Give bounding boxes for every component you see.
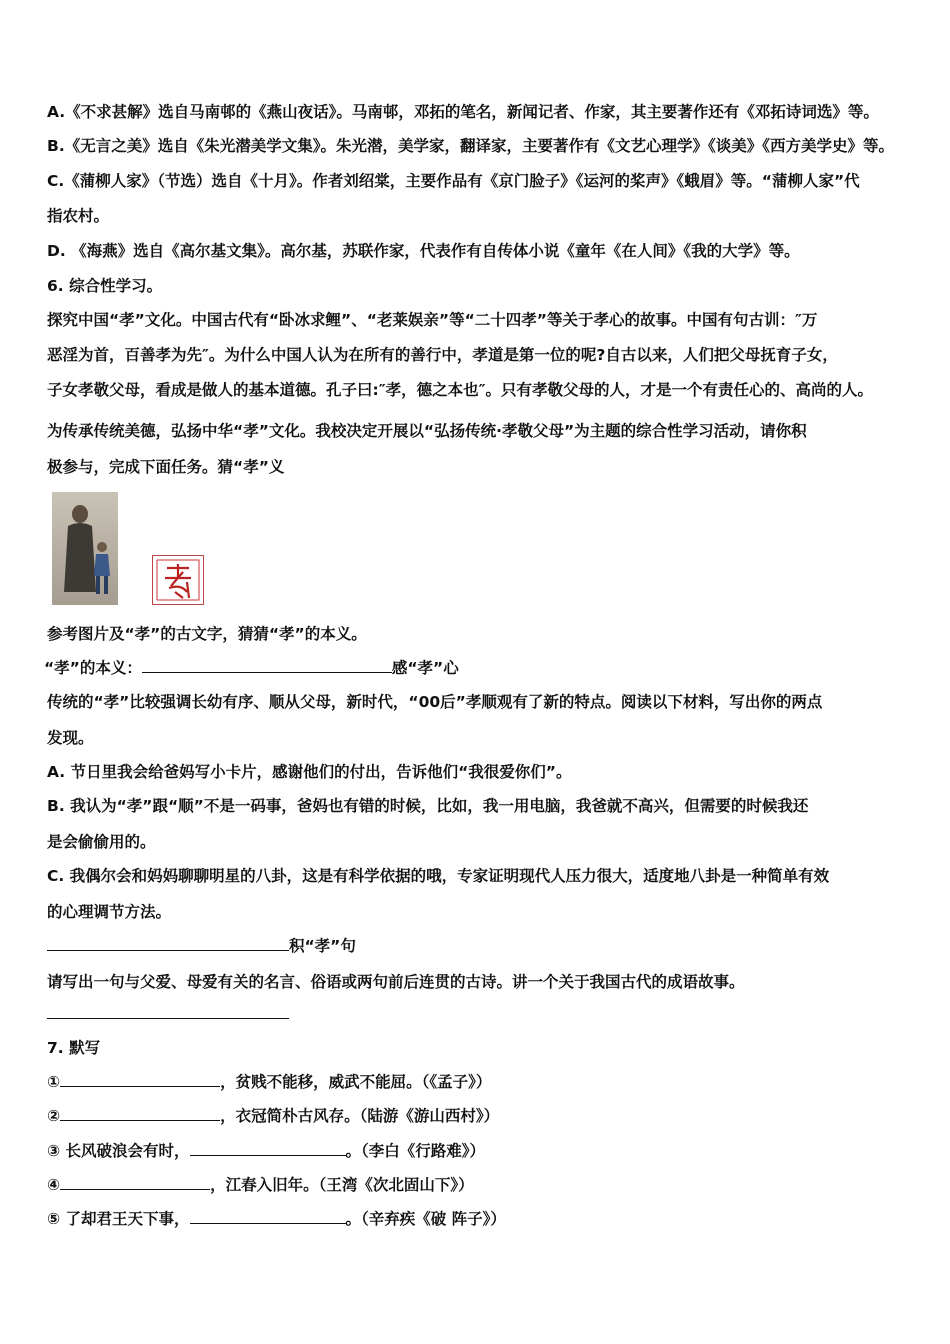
q7-item-suffix: ，衣冠简朴古风存。（陆游《游山西村》） (220, 1107, 500, 1125)
q7-blank-3[interactable] (190, 1141, 346, 1156)
q6-intro-line: 为传承传统美德，弘扬中华“孝”文化。我校决定开展以“弘扬传统·孝敬父母”为主题的综合性学习活动，请你积 (47, 422, 807, 440)
q7-item-suffix: 。（辛弃疾《破 阵子》） (345, 1210, 506, 1228)
elder-and-child-photo (52, 492, 118, 605)
collect-answer-line (47, 1004, 289, 1024)
q6-intro-line: 极参与，完成下面任务。猜“孝”义 (47, 458, 285, 476)
q7-item-suffix: ，贫贱不能移，威武不能屈。（《孟子》） (220, 1073, 492, 1091)
q5-option-d: D. 《海燕》选自《高尔基文集》。高尔基，苏联作家，代表作有自传体小说《童年《在人间》《我的大学》等。 (47, 242, 800, 260)
feel-intro: 传统的“孝”比较强调长幼有序、顺从父母，新时代，“00后”孝顺观有了新的特点。阅读以下材料，写出你的两点 (47, 693, 823, 711)
q7-item-prefix: ① (47, 1073, 61, 1091)
material-b: B. 我认为“孝”跟“顺”不是一码事，爸妈也有错的时候，比如，我一用电脑，我爸就不高兴，但需要的时候我还 (47, 797, 809, 815)
q7-item-prefix: ⑤ 了却君王天下事， (47, 1210, 190, 1228)
q5-option-c-cont: 指农村。 (47, 207, 110, 225)
q7-item (47, 1106, 499, 1126)
q7-item (47, 1175, 474, 1195)
q7-blank-1[interactable] (60, 1072, 220, 1087)
q6-intro-line: 子女孝敬父母，看成是做人的基本道德。孔子曰:″孝，德之本也″。只有孝敬父母的人，才是一个有责任心的、高尚的人。 (47, 381, 874, 399)
q5-option-c: C.《蒲柳人家》（节选）选自《十月》。作者刘绍棠，主要作品有《京门脸子》《运河的桨声》《蛾眉》等。“蒲柳人家”代 (47, 172, 860, 190)
q6-intro-line: 探究中国“孝”文化。中国古代有“卧冰求鲤”、“老莱娱亲”等“二十四孝”等关于孝心的故事。中国有句古训：″万 (47, 311, 818, 329)
q7-blank-2[interactable] (60, 1106, 220, 1121)
material-a: A. 节日里我会给爸妈写小卡片，感谢他们的付出，告诉他们“我很爱你们”。 (47, 763, 572, 781)
q7-item-suffix: 。（李白《行路难》） (345, 1142, 486, 1160)
collect-prompt: 请写出一句与父爱、母爱有关的名言、俗语或两句前后连贯的古诗。讲一个关于我国古代的成语故事。 (47, 973, 745, 991)
ancient-xiao-character-seal (152, 555, 204, 605)
q7-item (47, 1072, 491, 1092)
q5-option-b: B.《无言之美》选自《朱光潜美学文集》。朱光潜，美学家，翻译家，主要著作有《文艺心理学》《谈美》《西方美学史》等。 (47, 137, 894, 155)
q7-item-prefix: ③ 长风破浪会有时， (47, 1142, 190, 1160)
q7-title: 7. 默写 (47, 1039, 101, 1057)
q7-item-prefix: ④ (47, 1176, 61, 1194)
q6-intro-line: 恶淫为首，百善孝为先″。为什么中国人认为在所有的善行中，孝道是第一位的呢?自古以来，人们把父母抚育子女， (47, 346, 838, 364)
q7-item-prefix: ② (47, 1107, 61, 1125)
collect-answer-blank[interactable] (47, 1004, 289, 1019)
q7-blank-5[interactable] (190, 1209, 346, 1224)
collect-label: 积“孝”句 (289, 937, 356, 955)
q7-item-suffix: ，江春入旧年。（王湾《次北固山下》） (210, 1176, 474, 1194)
image-prompt: 参考图片及“孝”的古文字，猜猜“孝”的本义。 (47, 625, 367, 643)
collect-line (47, 936, 356, 956)
findings-answer-blank[interactable] (47, 936, 289, 951)
meaning-label: “孝”的本义： (44, 659, 142, 677)
meaning-line (44, 658, 459, 678)
material-c: C. 我偶尔会和妈妈聊聊明星的八卦，这是有科学依据的哦，专家证明现代人压力很大，适度地八卦是一种简单有效 (47, 867, 830, 885)
material-c-cont: 的心理调节方法。 (47, 903, 172, 921)
feel-intro-cont: 发现。 (47, 729, 94, 747)
q6-title: 6. 综合性学习。 (47, 277, 163, 295)
q5-option-a: A.《不求甚解》选自马南邨的《燕山夜话》。马南邨，邓拓的笔名，新闻记者、作家，其主要著作还有《邓拓诗词选》等。 (47, 103, 879, 121)
q7-item (47, 1141, 485, 1161)
material-b-cont: 是会偷偷用的。 (47, 833, 156, 851)
feel-label: 感“孝”心 (391, 659, 459, 677)
q7-item (47, 1209, 506, 1229)
q7-blank-4[interactable] (60, 1175, 210, 1190)
meaning-answer-blank[interactable] (142, 658, 392, 673)
